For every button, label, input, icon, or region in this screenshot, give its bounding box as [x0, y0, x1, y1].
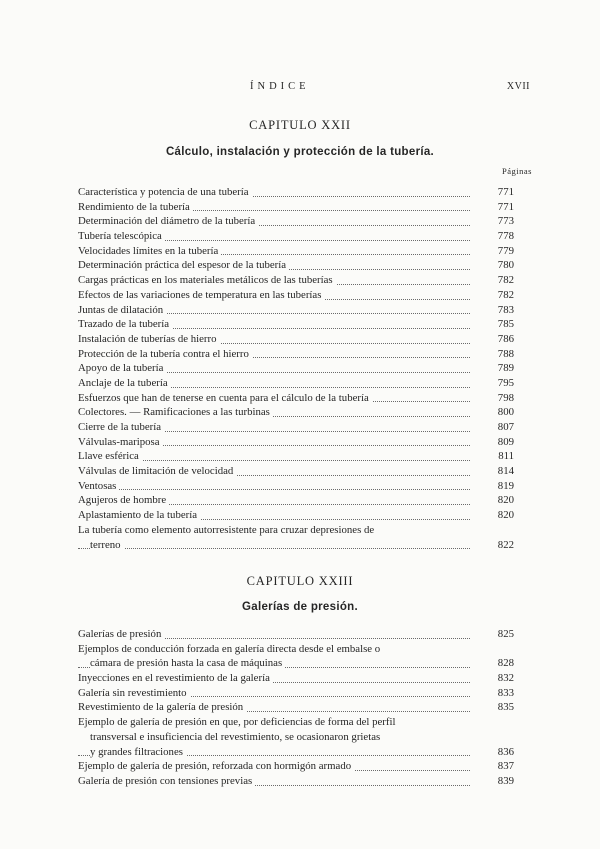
toc-entry [78, 273, 526, 288]
toc-entry [78, 745, 526, 760]
toc-entry-page: 833 [478, 686, 514, 701]
toc-entry [78, 700, 526, 715]
toc-entry-title: Esfuerzos que han de tenerse en cuenta para el cálculo de la tubería [78, 392, 372, 404]
toc-entry-page: 798 [478, 391, 514, 406]
toc-entry-page: 820 [478, 508, 514, 523]
toc-entry-title: Válvulas-mariposa [78, 436, 163, 448]
toc-entry-page: 807 [478, 420, 514, 435]
toc-entry-title: Cargas prácticas en los materiales metálicos de las tuberías [78, 274, 336, 286]
toc-entry-page: 786 [478, 332, 514, 347]
toc-entry-title: Trazado de la tubería [78, 318, 172, 330]
toc-entry-page: 788 [478, 347, 514, 362]
toc-entry-page: 771 [478, 185, 514, 200]
chapter-subtitle: Cálculo, instalación y protección de la tubería. [165, 146, 435, 158]
toc-entry-page: 779 [478, 244, 514, 259]
toc-entry-title: Velocidades límites en la tubería [78, 245, 221, 257]
toc-entry [78, 435, 526, 450]
toc-entry [78, 200, 526, 215]
toc-entry [78, 730, 526, 745]
toc-entry-page: 814 [478, 464, 514, 479]
toc-entry-title: Llave esférica [78, 450, 142, 462]
toc-entry-title: Válvulas de limitación de velocidad [78, 465, 236, 477]
toc-entry [78, 391, 526, 406]
toc-entry-title: Ejemplo de galería de presión en que, por deficiencias de forma del perfil [78, 716, 398, 728]
toc-entry-title: La tubería como elemento autorresistente para cruzar depresiones de [78, 524, 377, 536]
toc-entry-page: 828 [478, 656, 514, 671]
running-title: ÍNDICE [250, 81, 310, 92]
toc-entry [78, 479, 526, 494]
toc-entry-page: 825 [478, 627, 514, 642]
toc-entry-page: 822 [478, 538, 514, 553]
toc-entry-page: 820 [478, 493, 514, 508]
toc-entry-page: 839 [478, 774, 514, 789]
toc-entry-page: 837 [478, 759, 514, 774]
toc-entry [78, 376, 526, 391]
toc-entry-title: cámara de presión hasta la casa de máquinas [90, 657, 285, 669]
toc-entry-page: 782 [478, 273, 514, 288]
toc-list [78, 185, 526, 552]
toc-entry-title: transversal e insuficiencia del revestimiento, se ocasionaron grietas [90, 731, 383, 743]
toc-entry-title: Rendimiento de la tubería [78, 201, 193, 213]
toc-entry [78, 317, 526, 332]
toc-entry-title: Apoyo de la tubería [78, 362, 166, 374]
toc-entry [78, 303, 526, 318]
toc-entry-title: Cierre de la tubería [78, 421, 164, 433]
toc-entry [78, 229, 526, 244]
toc-entry [78, 244, 526, 259]
toc-entry [78, 508, 526, 523]
toc-entry [78, 464, 526, 479]
toc-entry-title: Galerías de presión [78, 628, 164, 640]
toc-entry [78, 288, 526, 303]
toc-entry-page: 819 [478, 479, 514, 494]
toc-entry-title: Ejemplos de conducción forzada en galería directa desde el embalse o [78, 643, 383, 655]
toc-entry-page: 835 [478, 700, 514, 715]
toc-entry-page: 783 [478, 303, 514, 318]
toc-entry [78, 214, 526, 229]
toc-entry [78, 493, 526, 508]
toc-entry-title: Ejemplo de galería de presión, reforzada con hormigón armado [78, 760, 354, 772]
toc-entry-page: 809 [478, 435, 514, 450]
chapter-heading: CAPITULO XXII [249, 118, 351, 132]
toc-entry [78, 642, 526, 657]
toc-entry [78, 449, 526, 464]
toc-entry [78, 185, 526, 200]
toc-entry-page: 800 [478, 405, 514, 420]
toc-entry-title: Ventosas [78, 480, 119, 492]
toc-entry-title: Protección de la tubería contra el hierro [78, 348, 252, 360]
toc-entry-title: Instalación de tuberías de hierro [78, 333, 220, 345]
toc-entry-title: Efectos de las variaciones de temperatura en las tuberías [78, 289, 324, 301]
toc-entry-page: 771 [478, 200, 514, 215]
chapter-subtitle: Galerías de presión. [242, 601, 358, 613]
toc-entry-page: 811 [478, 449, 514, 464]
toc-entry-page: 836 [478, 745, 514, 760]
toc-entry-title: Revestimiento de la galería de presión [78, 701, 246, 713]
toc-entry-title: Galería de presión con tensiones previas [78, 775, 255, 787]
toc-entry [78, 420, 526, 435]
toc-entry [78, 715, 526, 730]
toc-entry-title: Inyecciones en el revestimiento de la galería [78, 672, 273, 684]
toc-entry-page: 832 [478, 671, 514, 686]
toc-entry-title: Anclaje de la tubería [78, 377, 171, 389]
toc-entry-page: 780 [478, 258, 514, 273]
toc-entry-title: Característica y potencia de una tubería [78, 186, 252, 198]
toc-entry-title: Galería sin revestimiento [78, 687, 190, 699]
toc-entry [78, 361, 526, 376]
toc-entry-title: Determinación práctica del espesor de la tubería [78, 259, 289, 271]
toc-entry [78, 759, 526, 774]
toc-entry-title: Agujeros de hombre [78, 494, 169, 506]
toc-entry-title: terreno [90, 539, 124, 551]
dot-leader [78, 489, 470, 490]
toc-list [78, 627, 526, 789]
toc-entry [78, 405, 526, 420]
toc-entry-page: 782 [478, 288, 514, 303]
dot-leader [78, 548, 470, 549]
page-number: XVII [506, 81, 530, 92]
toc-entry [78, 538, 526, 553]
chapter-heading: CAPITULO XXIII [246, 574, 354, 588]
toc-entry [78, 627, 526, 642]
toc-entry-title: Determinación del diámetro de la tubería [78, 215, 258, 227]
toc-entry [78, 258, 526, 273]
toc-entry-page: 785 [478, 317, 514, 332]
toc-entry-page: 778 [478, 229, 514, 244]
running-head [0, 81, 600, 97]
toc-entry [78, 686, 526, 701]
toc-entry-page: 773 [478, 214, 514, 229]
toc-entry [78, 347, 526, 362]
toc-entry-page: 795 [478, 376, 514, 391]
toc-entry [78, 332, 526, 347]
pages-column-label: Páginas [502, 166, 532, 176]
toc-entry-title: Juntas de dilatación [78, 304, 166, 316]
toc-entry-title: Aplastamiento de la tubería [78, 509, 200, 521]
toc-entry-title: y grandes filtraciones [90, 746, 186, 758]
toc-entry [78, 523, 526, 538]
toc-entry-page: 789 [478, 361, 514, 376]
toc-entry [78, 656, 526, 671]
toc-entry [78, 774, 526, 789]
toc-entry [78, 671, 526, 686]
toc-entry-title: Tubería telescópica [78, 230, 165, 242]
toc-entry-title: Colectores. — Ramificaciones a las turbinas [78, 406, 273, 418]
